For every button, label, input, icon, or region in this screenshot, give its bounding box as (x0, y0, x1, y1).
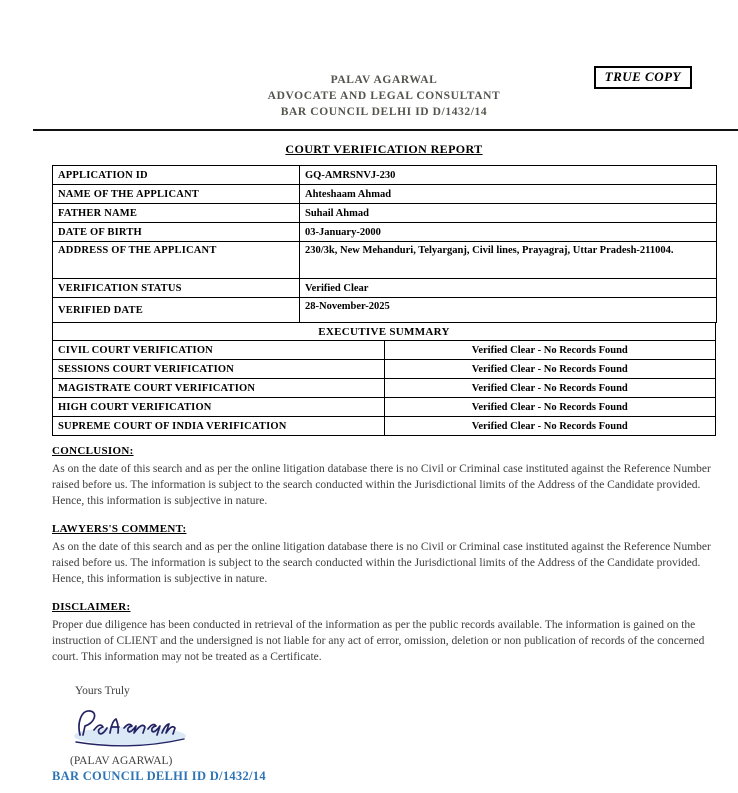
table-row (53, 341, 716, 360)
report-title: COURT VERIFICATION REPORT (285, 142, 483, 156)
field-label: NAME OF THE APPLICANT (53, 185, 300, 204)
table-row (53, 398, 716, 417)
field-value: Ahteshaam Ahmad (300, 185, 717, 204)
field-label: VERIFIED DATE (53, 298, 300, 323)
letterhead-designation: ADVOCATE AND LEGAL CONSULTANT (267, 90, 501, 102)
table-row (53, 417, 716, 436)
signature-scribble-icon (68, 703, 193, 753)
signature-image (68, 703, 716, 755)
table-row (53, 298, 717, 323)
court-result: Verified Clear - No Records Found (384, 417, 716, 436)
court-result: Verified Clear - No Records Found (384, 398, 716, 417)
salutation: Yours Truly (75, 685, 130, 697)
conclusion-section (52, 445, 716, 509)
disclaimer-heading: DISCLAIMER: (52, 601, 131, 613)
letterhead-bar-council-id: BAR COUNCIL DELHI ID D/1432/14 (280, 106, 488, 118)
table-row (53, 379, 716, 398)
bar-council-id-line: BAR COUNCIL DELHI ID D/1432/14 (52, 769, 266, 783)
field-value: Suhail Ahmad (300, 204, 717, 223)
disclaimer-section (52, 601, 716, 665)
field-value: 28-November-2025 (300, 298, 717, 323)
field-label: FATHER NAME (53, 204, 300, 223)
field-label: APPLICATION ID (53, 166, 300, 185)
field-value: 230/3k, New Mehanduri, Telyarganj, Civil lines, Prayagraj, Uttar Pradesh-211004. (300, 242, 717, 279)
court-label: MAGISTRATE COURT VERIFICATION (53, 379, 385, 398)
table-row (53, 185, 717, 204)
lawyers-comment-text: As on the date of this search and as per the online litigation database there is no Civil or Criminal case instituted against the Reference Number raised before us. The information is subject to the search conducted within the Jurisdictional limits of the Address of the Candidate provided. Hence, this information is subjective in nature. (52, 541, 711, 585)
signatory-name: (PALAV AGARWAL) (70, 755, 173, 767)
table-row (53, 242, 717, 279)
executive-summary-table (52, 322, 716, 436)
disclaimer-text: Proper due diligence has been conducted in retrieval of the information as per the public records available. The information is gained on the instruction of CLIENT and the undersigned is not liable for any act of error, omission, deletion or non publication of records of the concerned court. This information may not be treated as a Certificate. (52, 619, 705, 663)
court-label: CIVIL COURT VERIFICATION (53, 341, 385, 360)
field-label: VERIFICATION STATUS (53, 279, 300, 298)
table-row (53, 166, 717, 185)
executive-summary-heading: EXECUTIVE SUMMARY (53, 323, 716, 341)
court-result: Verified Clear - No Records Found (384, 379, 716, 398)
letterhead-name: PALAV AGARWAL (330, 74, 438, 86)
court-result: Verified Clear - No Records Found (384, 341, 716, 360)
field-label: DATE OF BIRTH (53, 223, 300, 242)
field-value: 03-January-2000 (300, 223, 717, 242)
court-label: SUPREME COURT OF INDIA VERIFICATION (53, 417, 385, 436)
table-row (53, 204, 717, 223)
lawyers-comment-section (52, 523, 716, 587)
field-value: GQ-AMRSNVJ-230 (300, 166, 717, 185)
table-row (53, 360, 716, 379)
table-row (53, 223, 717, 242)
applicant-details-table (52, 165, 717, 323)
header-divider (33, 129, 738, 131)
lawyers-comment-heading: LAWYERS'S COMMENT: (52, 523, 187, 535)
conclusion-heading: CONCLUSION: (52, 445, 134, 457)
court-result: Verified Clear - No Records Found (384, 360, 716, 379)
court-label: SESSIONS COURT VERIFICATION (53, 360, 385, 379)
field-value: Verified Clear (300, 279, 717, 298)
court-label: HIGH COURT VERIFICATION (53, 398, 385, 417)
true-copy-stamp: TRUE COPY (594, 66, 692, 89)
table-row (53, 279, 717, 298)
table-row (53, 323, 716, 341)
field-label: ADDRESS OF THE APPLICANT (53, 242, 300, 279)
conclusion-text: As on the date of this search and as per the online litigation database there is no Civil or Criminal case instituted against the Reference Number raised before us. The information is subject to the search conducted within the Jurisdictional limits of the Address of the Candidate provided. Hence, this information is subjective in nature. (52, 463, 711, 507)
